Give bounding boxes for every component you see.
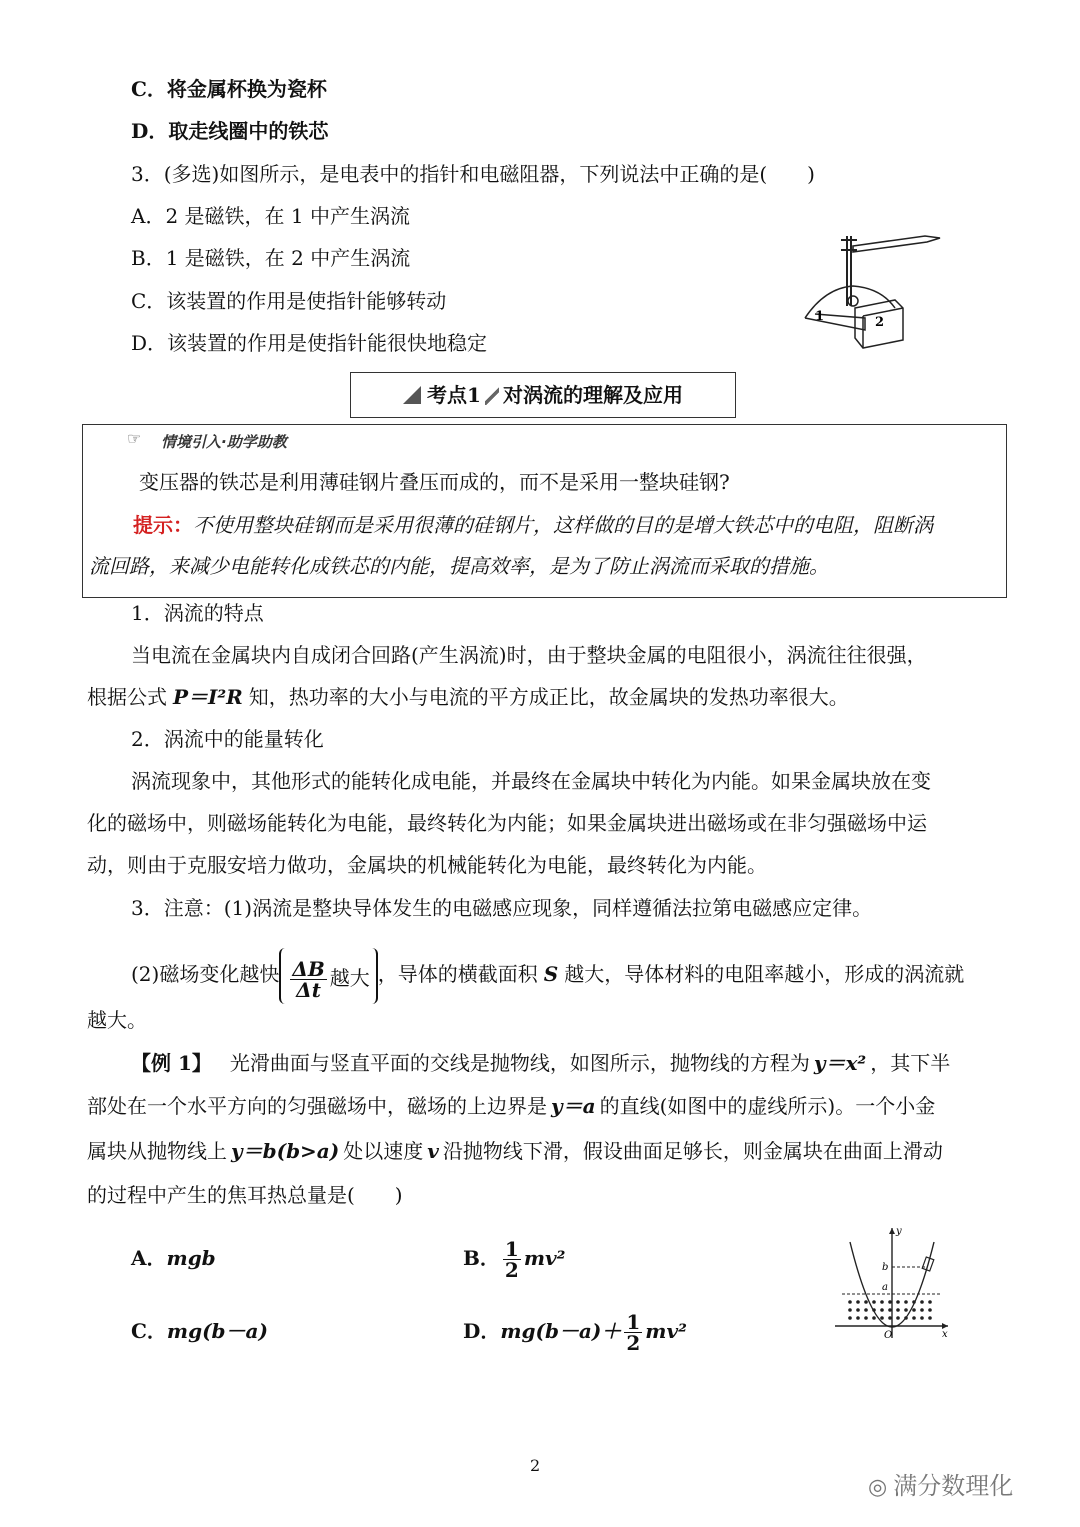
point-3-line-2: (2)磁场变化越快 $\frac{\Delta B}{\Delta t}$ 越大 ，导体的横截面积 S 越大，导体材料的电阻率越小，形成的涡流就 (131, 944, 964, 1004)
point-2-line-2: 化的磁场中，则磁场能转化为电能，最终转化为内能；如果金属块进出磁场或在非匀强磁场中运 (87, 811, 927, 835)
axis-x-label: x (942, 1329, 948, 1340)
q3-option-a: A．2 是磁铁，在 1 中产生涡流 (131, 204, 410, 228)
wechat-icon: ◎ (868, 1475, 888, 1500)
point-1-line-2: 根据公式 P＝I²R 知，热功率的大小与电流的平方成正比，故金属块的发热功率很大。 (87, 685, 849, 709)
hint-line-1: 提示：不使用整块硅钢而是采用很薄的硅钢片，这样做的目的是增大铁芯中的电阻，阻断涡 (133, 513, 933, 537)
point-3-line-1: 3．注意：(1)涡流是整块导体发生的电磁感应现象，同样遵循法拉第电磁感应定律。 (131, 896, 873, 920)
q3-option-c: C．该装置的作用是使指针能够转动 (131, 289, 447, 313)
option-d: D．取走线圈中的铁芯 (131, 119, 329, 143)
context-heading: 情境引入·助学助教 (161, 433, 287, 451)
point-3-line-3: 越大。 (87, 1008, 147, 1032)
hint-label: 提示： (133, 513, 193, 537)
example-option-c: C．mg(b－a) (131, 1319, 268, 1343)
example-label: 【例 1】 (131, 1051, 212, 1075)
q3-option-d: D．该装置的作用是使指针能很快地稳定 (131, 331, 488, 355)
axis-y-label: y (896, 1226, 902, 1237)
pointing-hand-icon: ☞ (127, 429, 142, 448)
point-2-line-1: 涡流现象中，其他形式的能转化成电能，并最终在金属块中转化为内能。如果金属块放在变 (131, 769, 931, 793)
point-2-title: 2．涡流中的能量转化 (131, 727, 324, 751)
point-1-line-1: 当电流在金属块内自成闭合回路(产生涡流)时，由于整块金属的电阻很小，涡流往往很强， (131, 643, 927, 667)
q3-option-b: B．1 是磁铁，在 2 中产生涡流 (131, 246, 411, 270)
point-1-title: 1．涡流的特点 (131, 601, 264, 625)
context-question: 变压器的铁芯是利用薄硅钢片叠压而成的，而不是采用一整块硅钢? (139, 470, 730, 494)
example-line-4: 的过程中产生的焦耳热总量是( ) (87, 1183, 403, 1207)
section-title-box (350, 372, 736, 418)
meter-damper-figure (795, 228, 955, 358)
triangle-icon (403, 386, 421, 404)
label-a: a (882, 1282, 888, 1293)
figure-label-2: 2 (875, 315, 885, 330)
fraction-paren: $\frac{\Delta B}{\Delta t}$ 越大 (279, 948, 377, 1004)
formula-power: P＝I²R (173, 685, 243, 709)
example-option-a: A．mgb (131, 1246, 216, 1270)
section-title: 对涡流的理解及应用 (502, 383, 683, 407)
parabola-figure (830, 1222, 960, 1342)
context-box (82, 424, 1007, 598)
example-line-1: 【例 1】 光滑曲面与竖直平面的交线是抛物线，如图所示，抛物线的方程为 y＝x² ，其下半 (131, 1051, 951, 1075)
option-c: C．将金属杯换为瓷杯 (131, 77, 327, 101)
figure-label-1: 1 (815, 309, 825, 324)
example-option-b: B． $\frac{1}{2}$ mv² (463, 1237, 566, 1282)
page-number: 2 (530, 1456, 541, 1475)
slash-icon (485, 387, 499, 405)
section-prefix: 考点1 (427, 383, 481, 407)
example-line-2: 部处在一个水平方向的匀强磁场中，磁场的上边界是 y＝a 的直线(如图中的虚线所示)。一个小金 (87, 1094, 936, 1118)
watermark: ◎ 满分数理化 (868, 1472, 1014, 1500)
label-origin: O (884, 1330, 893, 1341)
label-b: b (882, 1262, 889, 1273)
example-line-3: 属块从抛物线上 y＝b(b>a) 处以速度 v 沿抛物线下滑，假设曲面足够长，则金属块在曲面上滑动 (87, 1139, 943, 1163)
hint-line-2: 流回路，来减少电能转化成铁芯的内能，提高效率，是为了防止涡流而采取的措施。 (89, 554, 829, 578)
point-2-line-3: 动，则由于克服安培力做功，金属块的机械能转化为电能，最终转化为内能。 (87, 853, 767, 877)
example-option-d: D．mg(b－a)＋ $\frac{1}{2}$ mv² (463, 1310, 687, 1355)
question-3-stem: 3．(多选)如图所示，是电表中的指针和电磁阻器，下列说法中正确的是( ) (131, 162, 815, 186)
